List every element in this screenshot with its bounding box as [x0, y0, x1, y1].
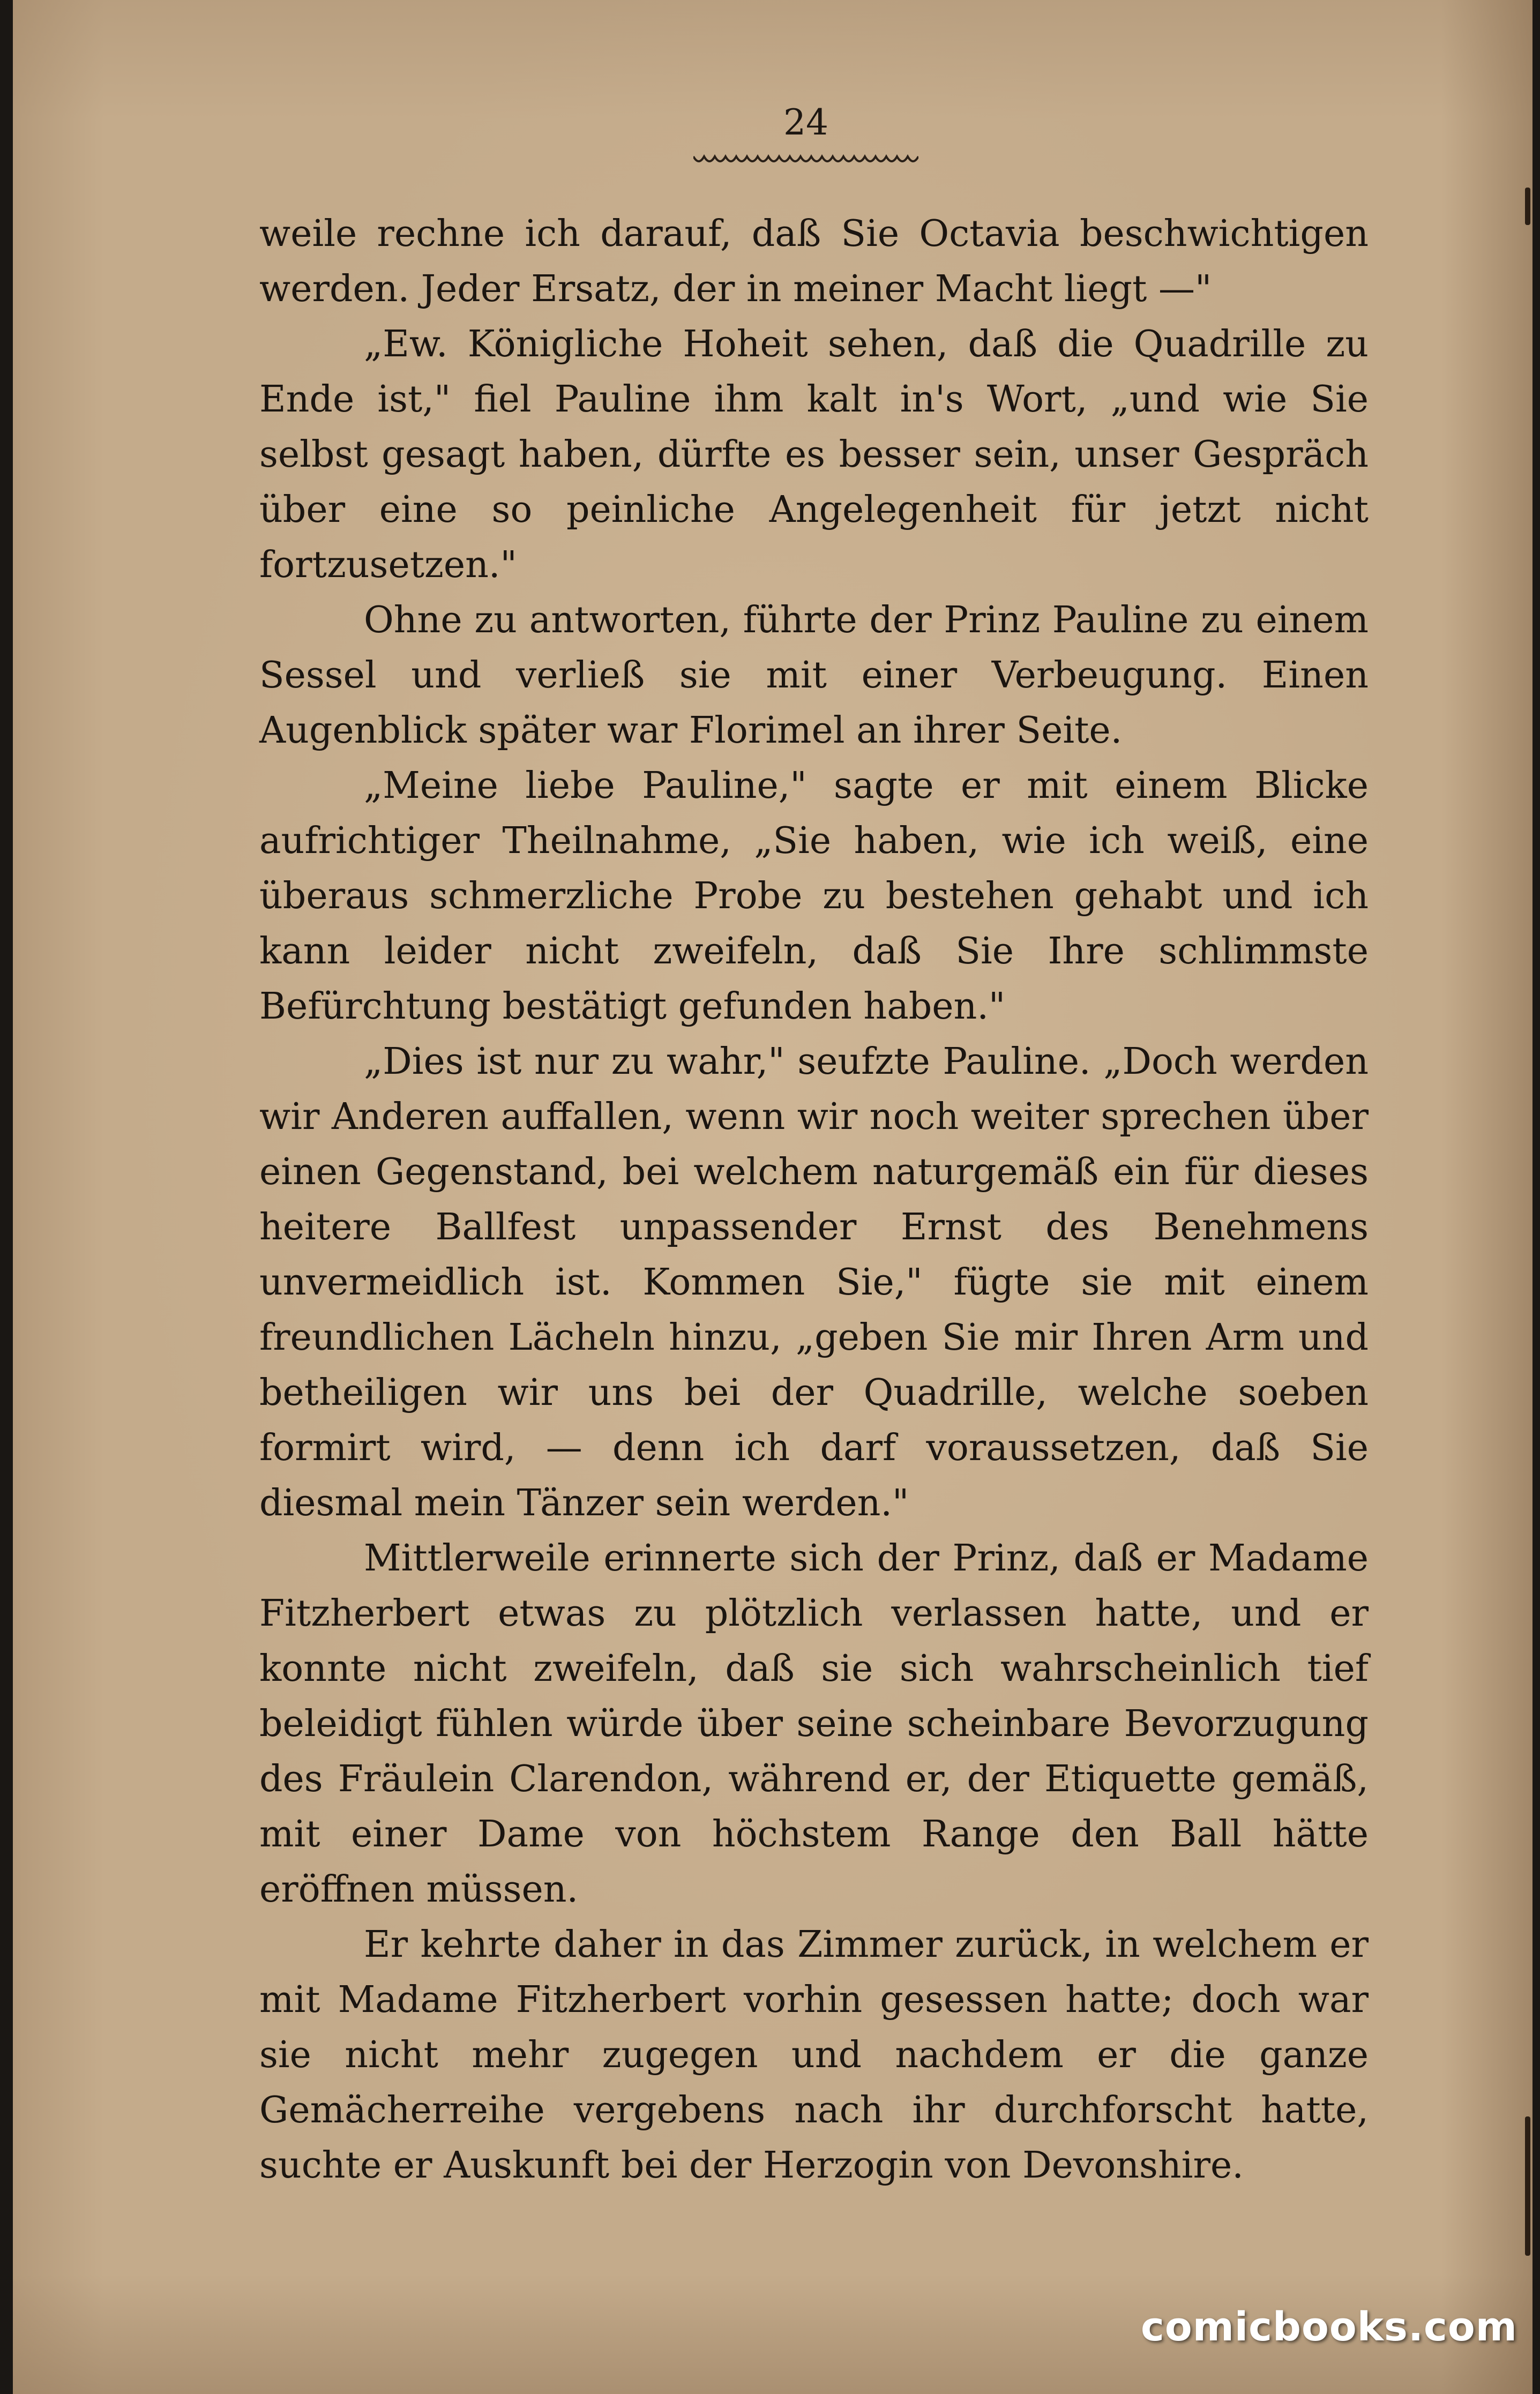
paragraph-4: „Meine liebe Pauline," sagte er mit einem Blicke aufrichtiger Theilnahme, „Sie haben, wie ich weiß, eine überaus schmerzliche Probe zu bestehen gehabt und ich kann leider nicht zweifeln, daß Sie Ihre schlimmste Befürchtung bestätigt gefunden haben.": [259, 765, 1369, 1028]
paragraph-2: „Ew. Königliche Hoheit sehen, daß die Quadrille zu Ende ist," fiel Pauline ihm kalt in's Wort, „und wie Sie selbst gesagt haben, dürfte es besser sein, unser Gespräch über eine so peinliche Angelegenheit für jetzt nicht fortzusetzen.": [259, 323, 1369, 586]
binding-mark-top: [1525, 188, 1530, 225]
paragraph-6: Mittlerweile erinnerte sich der Prinz, daß er Madame Fitzherbert etwas zu plötzlich verlassen hatte, und er konnte nicht zweifeln, daß sie sich wahrscheinlich tief beleidigt fühlen würde über seine scheinbare Bevorzugung des Fräulein Clarendon, während er, der Etiquette gemäß, mit einer Dame von höchstem Range den Ball hätte eröffnen müssen.: [259, 1537, 1369, 1911]
watermark: comicbooks.com: [1141, 2304, 1517, 2350]
paragraph-3: Ohne zu antworten, führte der Prinz Pauline zu einem Sessel und verließ sie mit einer Verbeugung. Einen Augenblick später war Florimel an ihrer Seite.: [259, 599, 1369, 752]
body-text: [259, 206, 1369, 2193]
paragraph-7: Er kehrte daher in das Zimmer zurück, in welchem er mit Madame Fitzherbert vorhin gesessen hatte; doch war sie nicht mehr zugegen und nachdem er die ganze Gemächerreihe vergebens nach ihr durchforscht hatte, suchte er Auskunft bei der Herzogin von Devonshire.: [259, 1924, 1369, 2187]
page-number: 24: [783, 102, 828, 143]
book-page: [13, 0, 1532, 2394]
binding-mark-bottom: [1525, 2116, 1530, 2256]
paragraph-5: „Dies ist nur zu wahr," seufzte Pauline. „Doch werden wir Anderen auffallen, wenn wir noch weiter sprechen über einen Gegenstand, bei welchem naturgemäß ein für dieses heitere Ballfest unpassender Ernst des Benehmens unvermeidlich ist. Kommen Sie," fügte sie mit einem freundlichen Lächeln hinzu, „geben Sie mir Ihren Arm und betheiligen wir uns bei der Quadrille, welche soeben formirt wird, — denn ich darf voraussetzen, daß Sie diesmal mein Tänzer sein werden.": [259, 1041, 1369, 1524]
header-ornament: [693, 151, 918, 170]
paragraph-1: weile rechne ich darauf, daß Sie Octavia beschwichtigen werden. Jeder Ersatz, der in meiner Macht liegt —": [259, 213, 1369, 310]
